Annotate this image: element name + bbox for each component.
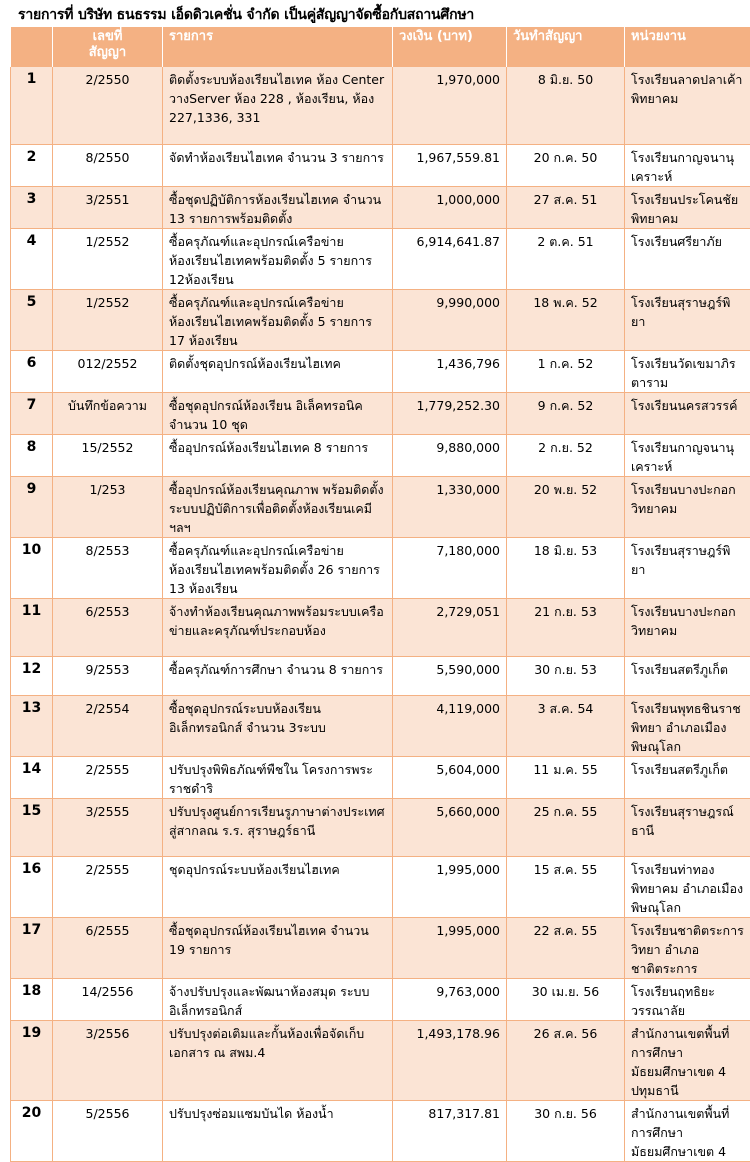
item-description-cell: ปรับปรุงศูนย์การเรียนรูภาษาต่างประเทศสู่สากลณ ร.ร. สุราษฎร์ธานี	[163, 798, 393, 856]
agency-cell: โรงเรียนสุราษฎรณ์ธานี	[625, 798, 750, 856]
header-date: วันทำสัญญา	[507, 27, 625, 67]
amount-cell: 1,436,796	[393, 350, 507, 392]
agency-cell: โรงเรียนประโคนชัยพิทยาคม	[625, 186, 750, 228]
row-number-cell: 2	[11, 144, 53, 186]
agency-cell: โรงเรียนสุราษฎร์พิยา	[625, 537, 750, 598]
agency-cell: โรงเรียนชาติตระการวิทยา อำเภอชาติตระการ	[625, 917, 750, 978]
item-description-cell: ปรับปรุงต่อเติมและกั้นห้องเพื่อจัดเก็บเอกสาร ณ สพม.4	[163, 1020, 393, 1100]
item-description-cell: ซื้อครุภัณฑ์การศึกษา จำนวน 8 รายการ	[163, 656, 393, 695]
contract-number-cell: บันทึกข้อความ	[53, 392, 163, 434]
item-description-cell: ซื้อครุภัณฑ์และอุปกรณ์เครือข่าย ห้องเรียนไฮเทคพร้อมติดตั้ง 5 รายการ 12ห้องเรียน	[163, 228, 393, 289]
table-row	[11, 67, 750, 144]
document-title: รายการที่ บริษัท ธนธรรม เอ็ดดิวเคชั่น จำกัด เป็นคู่สัญญาจัดซื้อกับสถานศึกษา	[18, 4, 474, 26]
row-number-cell: 7	[11, 392, 53, 434]
item-description-cell: ซื้อชุดปฏิบัติการห้องเรียนไฮเทค จำนวน 13 รายการพร้อมติดตั้ง	[163, 186, 393, 228]
table-row	[11, 144, 750, 186]
item-description-cell: จ้างปรับปรุงและพัฒนาห้องสมุด ระบบอิเล็กทรอนิกส์	[163, 978, 393, 1020]
item-description-cell: ซื้อชุดอุปกรณ์ระบบห้องเรียน อิเล็กทรอนิกส์ จำนวน 3ระบบ	[163, 695, 393, 756]
agency-cell: โรงเรียนสตรีภูเก็ต	[625, 656, 750, 695]
table-row	[11, 695, 750, 756]
table-row	[11, 434, 750, 476]
contract-number-cell: 8/2553	[53, 537, 163, 598]
row-number-cell: 12	[11, 656, 53, 695]
table-row	[11, 756, 750, 798]
header-agency: หน่วยงาน	[625, 27, 750, 67]
row-number-cell: 5	[11, 289, 53, 350]
table-row	[11, 798, 750, 856]
contract-date-cell: 20 พ.ย. 52	[507, 476, 625, 537]
contract-date-cell: 30 เม.ย. 56	[507, 978, 625, 1020]
agency-cell: โรงเรียนบางปะกอกวิทยาคม	[625, 476, 750, 537]
contracts-table	[10, 27, 750, 1116]
header-contract-no: เลขที่ สัญญา	[53, 27, 163, 67]
amount-cell: 6,914,641.87	[393, 228, 507, 289]
row-number-cell: 8	[11, 434, 53, 476]
row-number-cell: 11	[11, 598, 53, 656]
row-number-cell: 6	[11, 350, 53, 392]
contract-date-cell: 22 ส.ค. 55	[507, 917, 625, 978]
contract-number-cell: 5/2556	[53, 1100, 163, 1116]
contract-date-cell: 2 ต.ค. 51	[507, 228, 625, 289]
contract-number-cell: 6/2555	[53, 917, 163, 978]
table-row	[11, 917, 750, 978]
amount-cell: 9,763,000	[393, 978, 507, 1020]
contract-number-cell: 14/2556	[53, 978, 163, 1020]
amount-cell: 1,995,000	[393, 856, 507, 917]
contract-date-cell: 3 ส.ค. 54	[507, 695, 625, 756]
amount-cell: 1,330,000	[393, 476, 507, 537]
table-row	[11, 228, 750, 289]
table-row	[11, 289, 750, 350]
amount-cell: 817,317.81	[393, 1100, 507, 1116]
contract-date-cell: 20 ก.ค. 50	[507, 144, 625, 186]
contract-number-cell: 6/2553	[53, 598, 163, 656]
row-number-cell: 16	[11, 856, 53, 917]
row-number-cell: 10	[11, 537, 53, 598]
agency-cell: โรงเรียนกาญจนานุเคราะห์	[625, 434, 750, 476]
table-row	[11, 350, 750, 392]
item-description-cell: ติดตั้งระบบห้องเรียนไฮเทค ห้อง Center วางServer ห้อง 228 , ห้องเรียน, ห้อง 227,1336, 331	[163, 67, 393, 144]
contract-number-cell: 1/2552	[53, 289, 163, 350]
row-number-cell: 4	[11, 228, 53, 289]
contract-date-cell: 18 พ.ค. 52	[507, 289, 625, 350]
agency-cell: โรงเรียนศรียาภัย	[625, 228, 750, 289]
header-item: รายการ	[163, 27, 393, 67]
amount-cell: 7,180,000	[393, 537, 507, 598]
agency-cell: สำนักงานเขตพื้นที่การศึกษามัธยมศึกษาเขต 4	[625, 1100, 750, 1116]
amount-cell: 5,660,000	[393, 798, 507, 856]
contract-number-cell: 3/2551	[53, 186, 163, 228]
contract-number-cell: 1/2552	[53, 228, 163, 289]
agency-cell: โรงเรียนบางปะกอกวิทยาคม	[625, 598, 750, 656]
row-number-cell: 15	[11, 798, 53, 856]
agency-cell: โรงเรียนท่าทองพิทยาคม อำเภอเมืองพิษณุโลก	[625, 856, 750, 917]
contract-date-cell: 11 ม.ค. 55	[507, 756, 625, 798]
row-number-cell: 3	[11, 186, 53, 228]
header-amount: วงเงิน (บาท)	[393, 27, 507, 67]
row-number-cell: 19	[11, 1020, 53, 1100]
contract-date-cell: 15 ส.ค. 55	[507, 856, 625, 917]
amount-cell: 1,970,000	[393, 67, 507, 144]
amount-cell: 1,967,559.81	[393, 144, 507, 186]
item-description-cell: ซื้ออุปกรณ์ห้องเรียนคุณภาพ พร้อมติดตั้งระบบปฏิบัติการเพื่อติดตั้งห้องเรียนเคมี ฯลฯ	[163, 476, 393, 537]
item-description-cell: ซื้อครุภัณฑ์และอุปกรณ์เครือข่าย ห้องเรียนไฮเทคพร้อมติดตั้ง 26 รายการ 13 ห้องเรียน	[163, 537, 393, 598]
contract-date-cell: 9 ก.ค. 52	[507, 392, 625, 434]
row-number-cell: 13	[11, 695, 53, 756]
header-no	[11, 27, 53, 67]
contract-number-cell: 9/2553	[53, 656, 163, 695]
table-row	[11, 656, 750, 695]
agency-cell: โรงเรียนฤทธิยะวรรณาลัย	[625, 978, 750, 1020]
agency-cell: โรงเรียนวัดเขมาภิรตาราม	[625, 350, 750, 392]
amount-cell: 1,995,000	[393, 917, 507, 978]
contract-number-cell: 8/2550	[53, 144, 163, 186]
row-number-cell: 20	[11, 1100, 53, 1116]
item-description-cell: ติดตั้งชุดอุปกรณ์ห้องเรียนไฮเทค	[163, 350, 393, 392]
table-row	[11, 392, 750, 434]
amount-cell: 1,493,178.96	[393, 1020, 507, 1100]
table-row	[11, 1100, 750, 1116]
agency-cell: โรงเรียนพุทธชินราชพิทยา อำเภอเมืองพิษณุโลก	[625, 695, 750, 756]
table-row	[11, 476, 750, 537]
contract-number-cell: 2/2550	[53, 67, 163, 144]
table-row	[11, 978, 750, 1020]
contract-date-cell: 1 ก.ค. 52	[507, 350, 625, 392]
agency-cell: โรงเรียนสตรีภูเก็ต	[625, 756, 750, 798]
row-number-cell: 18	[11, 978, 53, 1020]
table-header-row	[11, 27, 750, 67]
contract-date-cell: 26 ส.ค. 56	[507, 1020, 625, 1100]
contract-date-cell: 30 ก.ย. 56	[507, 1100, 625, 1116]
contract-number-cell: 2/2555	[53, 856, 163, 917]
agency-cell: สำนักงานเขตพื้นที่การศึกษามัธยมศึกษาเขต 4 ปทุมธานี	[625, 1020, 750, 1100]
item-description-cell: จ้างทำห้องเรียนคุณภาพพร้อมระบบเครือข่ายและครุภัณฑ์ประกอบห้อง	[163, 598, 393, 656]
item-description-cell: ซื้ออุปกรณ์ห้องเรียนไฮเทค 8 รายการ	[163, 434, 393, 476]
row-number-cell: 9	[11, 476, 53, 537]
contract-number-cell: 1/253	[53, 476, 163, 537]
contract-date-cell: 30 ก.ย. 53	[507, 656, 625, 695]
contract-date-cell: 18 มิ.ย. 53	[507, 537, 625, 598]
contract-number-cell: 012/2552	[53, 350, 163, 392]
agency-cell: โรงเรียนลาดปลาเค้าพิทยาคม	[625, 67, 750, 144]
row-number-cell: 17	[11, 917, 53, 978]
row-number-cell: 1	[11, 67, 53, 144]
agency-cell: โรงเรียนนครสวรรค์	[625, 392, 750, 434]
agency-cell: โรงเรียนสุราษฎร์พิยา	[625, 289, 750, 350]
item-description-cell: ซื้อชุดอุปกรณ์ห้องเรียน อิเล็คทรอนิค จำนวน 10 ชุด	[163, 392, 393, 434]
table-row	[11, 186, 750, 228]
item-description-cell: ซื้อชุดอุปกรณ์ห้องเรียนไฮเทค จำนวน 19 รายการ	[163, 917, 393, 978]
amount-cell: 9,880,000	[393, 434, 507, 476]
contract-number-cell: 3/2556	[53, 1020, 163, 1100]
contract-date-cell: 2 ก.ย. 52	[507, 434, 625, 476]
contract-number-cell: 3/2555	[53, 798, 163, 856]
item-description-cell: ปรับปรุงซ่อมแซมบันได ห้องน้ำ	[163, 1100, 393, 1116]
amount-cell: 2,729,051	[393, 598, 507, 656]
item-description-cell: ชุดอุปกรณ์ระบบห้องเรียนไฮเทค	[163, 856, 393, 917]
contract-date-cell: 21 ก.ย. 53	[507, 598, 625, 656]
amount-cell: 5,604,000	[393, 756, 507, 798]
table-row	[11, 537, 750, 598]
contract-number-cell: 2/2555	[53, 756, 163, 798]
agency-cell: โรงเรียนกาญจนานุเคราะห์	[625, 144, 750, 186]
contract-number-cell: 2/2554	[53, 695, 163, 756]
row-number-cell: 14	[11, 756, 53, 798]
item-description-cell: จัดทำห้องเรียนไฮเทค จำนวน 3 รายการ	[163, 144, 393, 186]
amount-cell: 9,990,000	[393, 289, 507, 350]
contract-date-cell: 8 มิ.ย. 50	[507, 67, 625, 144]
contract-date-cell: 25 ก.ค. 55	[507, 798, 625, 856]
item-description-cell: ปรับปรุงพิพิธภัณฑ์พืชใน โครงการพระราชดำริ	[163, 756, 393, 798]
amount-cell: 1,000,000	[393, 186, 507, 228]
table-row	[11, 1020, 750, 1100]
contract-date-cell: 27 ส.ค. 51	[507, 186, 625, 228]
contract-number-cell: 15/2552	[53, 434, 163, 476]
table-row	[11, 856, 750, 917]
amount-cell: 1,779,252.30	[393, 392, 507, 434]
amount-cell: 5,590,000	[393, 656, 507, 695]
amount-cell: 4,119,000	[393, 695, 507, 756]
item-description-cell: ซื้อครุภัณฑ์และอุปกรณ์เครือข่าย ห้องเรียนไฮเทคพร้อมติดตั้ง 5 รายการ 17 ห้องเรียน	[163, 289, 393, 350]
table-row	[11, 598, 750, 656]
